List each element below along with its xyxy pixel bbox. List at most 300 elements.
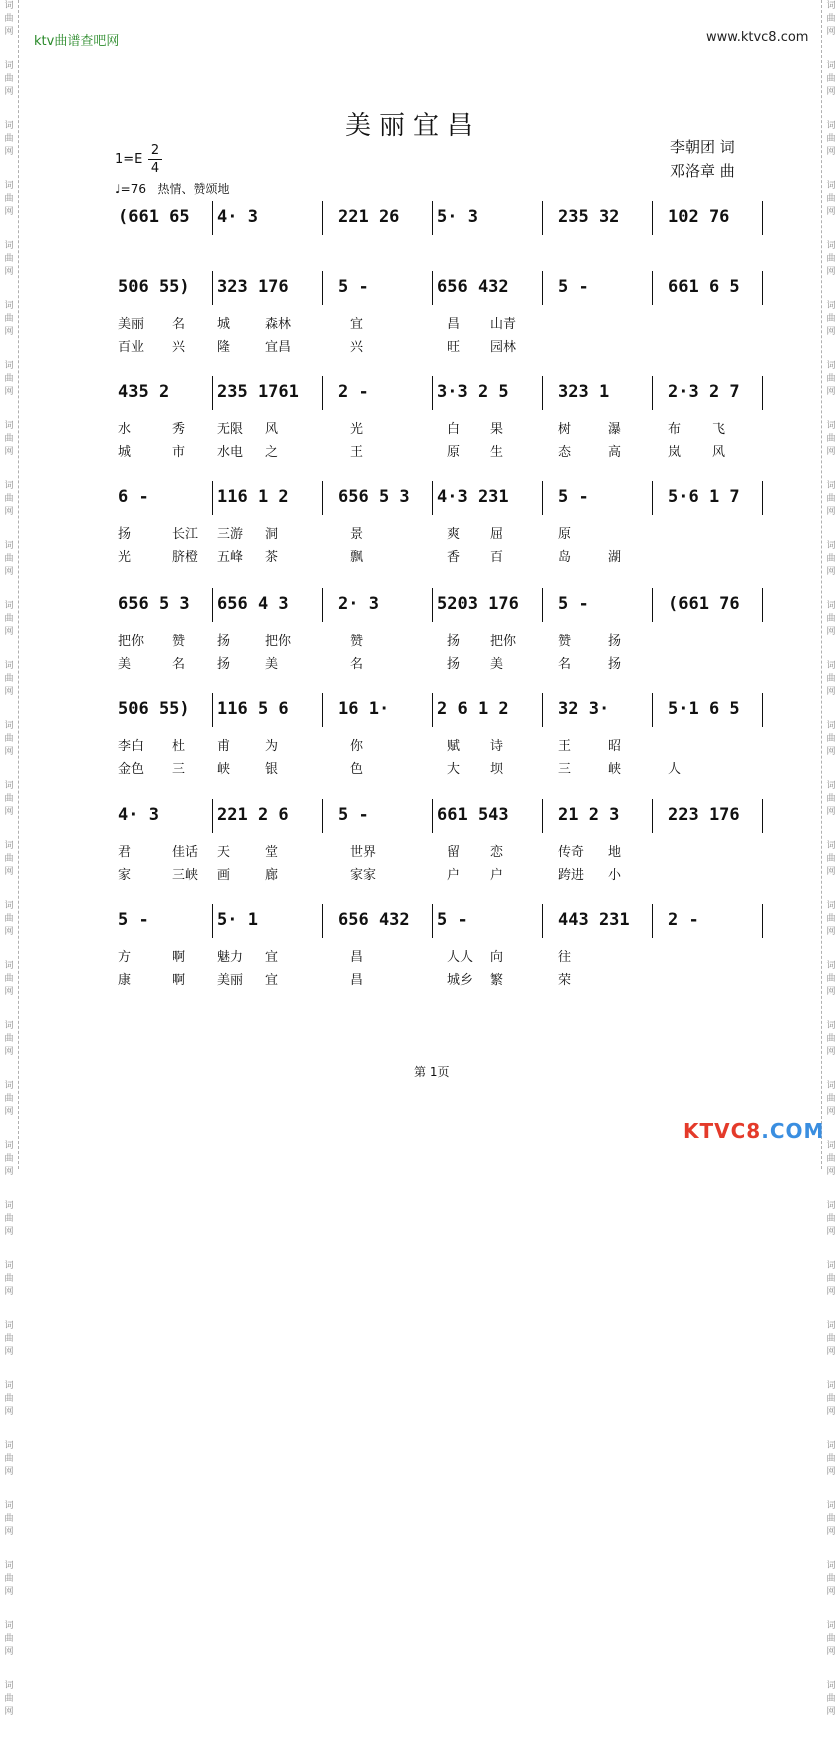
watermark-char: 词 <box>826 721 836 731</box>
lyric-syllable: 树 <box>558 422 572 437</box>
measure: 5·1 6 5 <box>668 699 740 719</box>
lyric-syllable: 水电 <box>217 445 244 460</box>
lyric-syllable: 秀 <box>172 422 186 437</box>
barline <box>652 201 653 235</box>
lyric-syllable: 跨进 <box>558 868 585 883</box>
watermark-char: 曲 <box>826 974 836 984</box>
barline <box>652 904 653 938</box>
lyric-syllable: 坝 <box>490 762 504 777</box>
watermark-char: 词 <box>826 661 836 671</box>
page-number: 第 1页 <box>414 1065 450 1079</box>
watermark-char: 网 <box>4 1347 14 1357</box>
barline <box>322 271 323 305</box>
watermark-char: 网 <box>826 1227 836 1237</box>
barline <box>542 904 543 938</box>
watermark-char: 网 <box>826 987 836 997</box>
watermark-char: 网 <box>4 807 14 817</box>
measure: 323 176 <box>217 277 289 297</box>
logo-part-com: .COM <box>761 1119 825 1143</box>
measure: 6 - <box>118 487 149 507</box>
watermark-char: 曲 <box>4 914 14 924</box>
barline <box>652 693 653 727</box>
watermark-char: 词 <box>4 1021 14 1031</box>
watermark-char: 词 <box>826 1021 836 1031</box>
lyric-syllable: 香 <box>447 550 461 565</box>
lyric-syllable: 宜 <box>265 973 279 988</box>
lyric-syllable: 原 <box>447 445 461 460</box>
watermark-char: 网 <box>826 387 836 397</box>
watermark-char: 词 <box>4 961 14 971</box>
watermark-char: 曲 <box>4 1574 14 1584</box>
watermark-char: 网 <box>4 1287 14 1297</box>
lyric-syllable: 之 <box>265 445 279 460</box>
barline <box>322 799 323 833</box>
barline <box>322 904 323 938</box>
barline <box>652 376 653 410</box>
lyric-syllable: 往 <box>558 950 572 965</box>
watermark-char: 曲 <box>4 794 14 804</box>
watermark-char: 词 <box>826 181 836 191</box>
barline <box>432 799 433 833</box>
measure: 4·3 231 <box>437 487 509 507</box>
watermark-char: 曲 <box>826 374 836 384</box>
site-logo <box>683 1119 824 1143</box>
tempo-marking <box>115 180 229 197</box>
lyric-syllable: 果 <box>490 422 504 437</box>
watermark-char: 网 <box>826 1107 836 1117</box>
lyric-syllable: 啊 <box>172 973 186 988</box>
barline <box>212 693 213 727</box>
watermark-char: 曲 <box>4 194 14 204</box>
watermark-char: 曲 <box>826 1454 836 1464</box>
lyric-syllable: 画 <box>217 868 231 883</box>
watermark-char: 网 <box>4 507 14 517</box>
measure: (661 65 <box>118 207 190 227</box>
watermark-char: 网 <box>4 267 14 277</box>
barline <box>762 201 763 235</box>
lyric-syllable: 宜昌 <box>265 340 292 355</box>
watermark-char: 词 <box>4 1081 14 1091</box>
lyric-syllable: 百 <box>490 550 504 565</box>
lyric-syllable: 大 <box>447 762 461 777</box>
lyric-syllable: 杜 <box>172 739 186 754</box>
lyric-syllable: 王 <box>350 445 364 460</box>
watermark-char: 词 <box>826 301 836 311</box>
watermark-char: 曲 <box>4 854 14 864</box>
lyric-syllable: 昌 <box>447 317 461 332</box>
watermark-char: 网 <box>826 87 836 97</box>
watermark-char: 词 <box>4 1 14 11</box>
watermark-char: 网 <box>4 927 14 937</box>
watermark-char: 网 <box>826 1587 836 1597</box>
watermark-char: 词 <box>4 1561 14 1571</box>
watermark-char: 词 <box>826 1081 836 1091</box>
watermark-char: 网 <box>826 627 836 637</box>
watermark-char: 网 <box>4 1647 14 1657</box>
lyric-syllable: 佳话 <box>172 845 199 860</box>
lyric-syllable: 美丽 <box>118 317 145 332</box>
watermark-char: 网 <box>4 87 14 97</box>
lyric-syllable: 屈 <box>490 527 504 542</box>
watermark-char: 词 <box>826 1441 836 1451</box>
watermark-char: 曲 <box>826 854 836 864</box>
watermark-char: 网 <box>826 1287 836 1297</box>
time-top: 2 <box>150 143 160 158</box>
watermark-char: 词 <box>4 1321 14 1331</box>
watermark-char: 曲 <box>826 674 836 684</box>
lyric-syllable: 为 <box>265 739 279 754</box>
lyric-syllable: 生 <box>490 445 504 460</box>
measure: 2 6 1 2 <box>437 699 509 719</box>
lyric-syllable: 三峡 <box>172 868 199 883</box>
watermark-char: 网 <box>4 207 14 217</box>
watermark-char: 词 <box>826 901 836 911</box>
lyric-syllable: 旺 <box>447 340 461 355</box>
barline <box>542 481 543 515</box>
watermark-char: 曲 <box>4 1034 14 1044</box>
watermark-char: 网 <box>4 567 14 577</box>
watermark-char: 曲 <box>826 1274 836 1284</box>
watermark-char: 曲 <box>4 734 14 744</box>
watermark-char: 词 <box>4 661 14 671</box>
lyric-syllable: 隆 <box>217 340 231 355</box>
measure: 21 2 3 <box>558 805 620 825</box>
watermark-char: 词 <box>826 121 836 131</box>
lyric-syllable: 户 <box>490 868 504 883</box>
measure: 656 5 3 <box>118 594 190 614</box>
barline <box>322 693 323 727</box>
lyric-syllable: 飞 <box>712 422 726 437</box>
lyric-syllable: 脐橙 <box>172 550 199 565</box>
lyric-syllable: 恋 <box>490 845 504 860</box>
lyric-syllable: 市 <box>172 445 186 460</box>
watermark-char: 词 <box>826 841 836 851</box>
lyric-syllable: 扬 <box>118 527 132 542</box>
watermark-char: 曲 <box>826 734 836 744</box>
measure: 102 76 <box>668 207 730 227</box>
watermark-char: 词 <box>826 601 836 611</box>
barline <box>652 481 653 515</box>
measure: 4· 3 <box>217 207 258 227</box>
lyric-syllable: 城乡 <box>447 973 474 988</box>
lyric-syllable: 美丽 <box>217 973 244 988</box>
lyric-syllable: 扬 <box>608 657 622 672</box>
watermark-char: 网 <box>4 447 14 457</box>
watermark-char: 网 <box>826 807 836 817</box>
watermark-char: 词 <box>826 481 836 491</box>
watermark-char: 曲 <box>826 1634 836 1644</box>
watermark-char: 网 <box>826 867 836 877</box>
composer-credit: 邓洛章 曲 <box>670 162 735 180</box>
measure: 235 32 <box>558 207 620 227</box>
watermark-char: 词 <box>4 301 14 311</box>
barline <box>322 201 323 235</box>
watermark-char: 词 <box>826 1 836 11</box>
lyric-syllable: 把你 <box>265 634 292 649</box>
watermark-char: 网 <box>826 267 836 277</box>
lyric-syllable: 城 <box>217 317 231 332</box>
lyric-syllable: 兴 <box>350 340 364 355</box>
watermark-char: 网 <box>4 1467 14 1477</box>
lyric-syllable: 光 <box>350 422 364 437</box>
watermark-char: 词 <box>4 1141 14 1151</box>
lyric-syllable: 赞 <box>172 634 186 649</box>
lyric-syllable: 传奇 <box>558 845 585 860</box>
lyric-syllable: 景 <box>350 527 364 542</box>
lyric-syllable: 宜 <box>350 317 364 332</box>
lyric-syllable: 洞 <box>265 527 279 542</box>
watermark-char: 词 <box>826 61 836 71</box>
watermark-char: 曲 <box>826 74 836 84</box>
measure: 656 4 3 <box>217 594 289 614</box>
watermark-char: 词 <box>4 841 14 851</box>
watermark-char: 曲 <box>4 974 14 984</box>
watermark-char: 曲 <box>826 134 836 144</box>
lyric-syllable: 兴 <box>172 340 186 355</box>
watermark-char: 网 <box>826 1707 836 1717</box>
lyric-syllable: 康 <box>118 973 132 988</box>
barline <box>432 201 433 235</box>
lyric-syllable: 人人 <box>447 950 474 965</box>
barline <box>652 588 653 622</box>
watermark-char: 曲 <box>826 1214 836 1224</box>
measure: 661 6 5 <box>668 277 740 297</box>
watermark-char: 词 <box>4 361 14 371</box>
watermark-char: 词 <box>4 601 14 611</box>
barline <box>762 271 763 305</box>
watermark-char: 曲 <box>826 614 836 624</box>
lyric-syllable: 君 <box>118 845 132 860</box>
barline <box>212 904 213 938</box>
lyric-syllable: 三 <box>172 762 186 777</box>
lyric-syllable: 森林 <box>265 317 292 332</box>
watermark-char: 词 <box>4 1381 14 1391</box>
lyric-syllable: 甫 <box>217 739 231 754</box>
measure: (661 76 <box>668 594 740 614</box>
lyric-syllable: 地 <box>608 845 622 860</box>
measure: 506 55) <box>118 277 190 297</box>
measure: 5 - <box>558 487 589 507</box>
right-watermark-strip <box>821 0 840 1717</box>
lyric-syllable: 园林 <box>490 340 517 355</box>
logo-part-ktv: KTVC8 <box>683 1119 762 1143</box>
watermark-char: 词 <box>4 1261 14 1271</box>
lyric-syllable: 风 <box>265 422 279 437</box>
barline <box>432 481 433 515</box>
lyricist-credit: 李朝团 词 <box>670 138 735 156</box>
lyric-syllable: 把你 <box>118 634 145 649</box>
barline <box>322 588 323 622</box>
watermark-char: 词 <box>4 1501 14 1511</box>
lyric-syllable: 爽 <box>447 527 461 542</box>
measure: 5 - <box>118 910 149 930</box>
measure: 656 432 <box>338 910 410 930</box>
barline <box>432 693 433 727</box>
measure: 221 26 <box>338 207 400 227</box>
watermark-char: 词 <box>4 901 14 911</box>
watermark-char: 曲 <box>826 794 836 804</box>
lyric-syllable: 色 <box>350 762 364 777</box>
lyric-syllable: 昌 <box>350 973 364 988</box>
song-title: 美丽宜昌 <box>345 111 482 141</box>
watermark-char: 词 <box>826 781 836 791</box>
tempo-value: ♩=76 <box>115 182 146 196</box>
lyric-syllable: 城 <box>118 445 132 460</box>
measure: 5· 1 <box>217 910 258 930</box>
watermark-char: 网 <box>4 687 14 697</box>
lyric-syllable: 堂 <box>265 845 279 860</box>
measure: 235 1761 <box>217 382 299 402</box>
lyric-syllable: 赞 <box>558 634 572 649</box>
watermark-char: 曲 <box>4 314 14 324</box>
lyric-syllable: 天 <box>217 845 231 860</box>
watermark-char: 词 <box>826 1321 836 1331</box>
lyric-syllable: 你 <box>350 739 364 754</box>
watermark-char: 曲 <box>4 434 14 444</box>
watermark-char: 网 <box>4 1707 14 1717</box>
watermark-char: 词 <box>4 1201 14 1211</box>
lyric-syllable: 百业 <box>118 340 145 355</box>
measure: 5 - <box>338 277 369 297</box>
barline <box>542 376 543 410</box>
watermark-char: 网 <box>826 927 836 937</box>
lyric-syllable: 扬 <box>447 634 461 649</box>
measure: 443 231 <box>558 910 630 930</box>
watermark-char: 词 <box>826 1501 836 1511</box>
barline <box>542 201 543 235</box>
watermark-char: 词 <box>4 1441 14 1451</box>
watermark-char: 网 <box>826 567 836 577</box>
watermark-char: 曲 <box>4 1334 14 1344</box>
watermark-char: 网 <box>826 207 836 217</box>
watermark-char: 词 <box>4 721 14 731</box>
lyric-syllable: 扬 <box>217 634 231 649</box>
watermark-char: 曲 <box>826 1694 836 1704</box>
watermark-char: 网 <box>4 1107 14 1117</box>
lyric-syllable: 峡 <box>608 762 622 777</box>
lyric-syllable: 诗 <box>490 739 504 754</box>
lyric-syllable: 扬 <box>217 657 231 672</box>
lyric-syllable: 王 <box>558 739 572 754</box>
lyric-syllable: 扬 <box>447 657 461 672</box>
time-bottom: 4 <box>150 161 160 176</box>
watermark-char: 网 <box>826 687 836 697</box>
watermark-char: 曲 <box>826 1094 836 1104</box>
watermark-char: 曲 <box>4 74 14 84</box>
watermark-char: 曲 <box>826 14 836 24</box>
lyric-syllable: 金色 <box>118 762 145 777</box>
lyric-syllable: 水 <box>118 422 132 437</box>
barline <box>762 799 763 833</box>
barline <box>762 588 763 622</box>
watermark-char: 词 <box>826 1141 836 1151</box>
barline <box>212 799 213 833</box>
watermark-char: 曲 <box>826 1334 836 1344</box>
watermark-char: 曲 <box>4 1634 14 1644</box>
measure: 5 - <box>437 910 468 930</box>
watermark-char: 词 <box>4 181 14 191</box>
lyric-syllable: 山青 <box>490 317 517 332</box>
watermark-char: 网 <box>4 1227 14 1237</box>
site-name-left: ktv曲谱查吧网 <box>34 34 120 49</box>
lyric-syllable: 昭 <box>608 739 622 754</box>
watermark-char: 网 <box>4 747 14 757</box>
watermark-char: 曲 <box>4 1274 14 1284</box>
watermark-char: 网 <box>4 1167 14 1177</box>
watermark-char: 曲 <box>4 1214 14 1224</box>
watermark-char: 网 <box>826 147 836 157</box>
barline <box>652 271 653 305</box>
measure: 5·6 1 7 <box>668 487 740 507</box>
measure: 5203 176 <box>437 594 519 614</box>
measure: 2· 3 <box>338 594 379 614</box>
lyric-syllable: 小 <box>608 868 622 883</box>
measure: 116 5 6 <box>217 699 289 719</box>
watermark-char: 网 <box>826 1347 836 1357</box>
barline <box>322 376 323 410</box>
barline <box>212 376 213 410</box>
watermark-char: 网 <box>826 1647 836 1657</box>
watermark-char: 曲 <box>4 1514 14 1524</box>
watermark-char: 网 <box>4 1407 14 1417</box>
barline <box>762 904 763 938</box>
watermark-char: 网 <box>4 327 14 337</box>
measure: 656 5 3 <box>338 487 410 507</box>
lyric-syllable: 向 <box>490 950 504 965</box>
lyric-syllable: 瀑 <box>608 422 622 437</box>
time-bar <box>148 159 162 160</box>
measure: 661 543 <box>437 805 509 825</box>
watermark-char: 词 <box>4 121 14 131</box>
measure: 2 - <box>668 910 699 930</box>
lyric-syllable: 荣 <box>558 973 572 988</box>
watermark-char: 曲 <box>4 1454 14 1464</box>
left-watermark-strip <box>0 0 19 1717</box>
barline <box>542 693 543 727</box>
lyric-syllable: 原 <box>558 527 572 542</box>
lyric-syllable: 繁 <box>490 973 504 988</box>
watermark-char: 网 <box>826 447 836 457</box>
lyric-syllable: 飘 <box>350 550 364 565</box>
watermark-char: 曲 <box>4 1694 14 1704</box>
barline <box>212 588 213 622</box>
barline <box>432 588 433 622</box>
lyric-syllable: 昌 <box>350 950 364 965</box>
watermark-char: 词 <box>4 61 14 71</box>
measure: 435 2 <box>118 382 170 402</box>
barline <box>652 799 653 833</box>
watermark-char: 词 <box>826 541 836 551</box>
lyric-syllable: 魅力 <box>217 950 244 965</box>
watermark-char: 曲 <box>826 434 836 444</box>
lyric-syllable: 世界 <box>350 845 377 860</box>
watermark-char: 网 <box>826 1527 836 1537</box>
watermark-char: 曲 <box>826 314 836 324</box>
lyric-syllable: 风 <box>712 445 726 460</box>
lyric-syllable: 啊 <box>172 950 186 965</box>
watermark-char: 词 <box>826 1621 836 1631</box>
watermark-char: 网 <box>826 1407 836 1417</box>
watermark-char: 曲 <box>4 254 14 264</box>
watermark-char: 词 <box>826 1261 836 1271</box>
measure: 5 - <box>558 277 589 297</box>
watermark-char: 词 <box>4 421 14 431</box>
watermark-char: 网 <box>826 507 836 517</box>
measure: 656 432 <box>437 277 509 297</box>
lyric-syllable: 家家 <box>350 868 377 883</box>
measure: 116 1 2 <box>217 487 289 507</box>
watermark-char: 词 <box>4 781 14 791</box>
